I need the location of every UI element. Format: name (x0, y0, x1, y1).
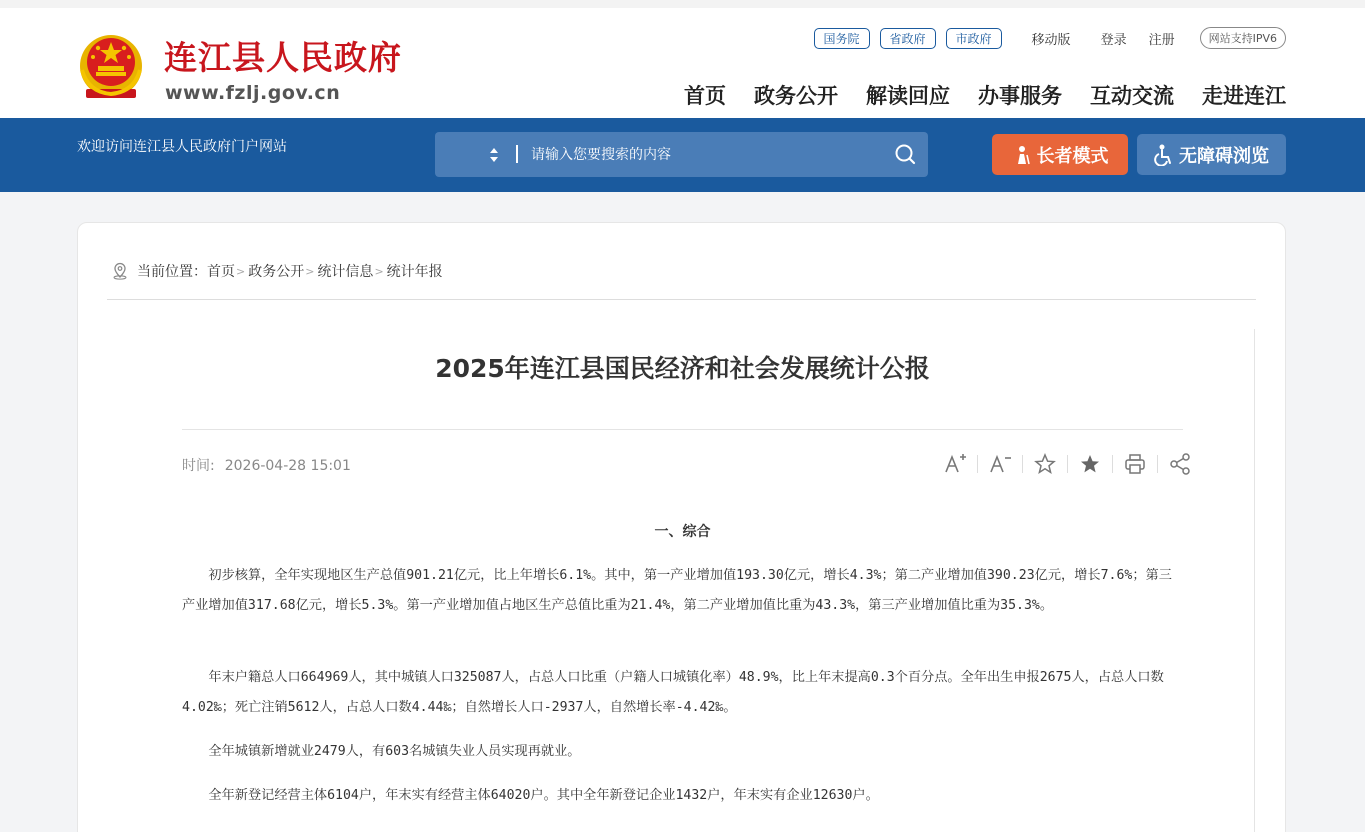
location-icon (111, 262, 129, 280)
nav-services[interactable]: 办事服务 (978, 84, 1062, 108)
favorite-icon[interactable] (1033, 452, 1057, 476)
search-icon[interactable] (894, 143, 916, 165)
site-header (0, 0, 1365, 118)
accessibility-button[interactable] (1137, 134, 1286, 175)
breadcrumb-gov-affairs[interactable]: 政务公开 (248, 264, 305, 280)
register-link[interactable]: 注册 (1148, 32, 1175, 48)
article-title: 2025年连江县国民经济和社会发展统计公报 (435, 354, 930, 383)
toolbar-divider (977, 455, 978, 473)
nav-interaction[interactable]: 互动交流 (1090, 84, 1174, 108)
dropdown-icon[interactable] (487, 146, 501, 164)
publish-time-value: 2026-04-28 15:01 (224, 458, 351, 474)
elder-mode-label: 长者模式 (1036, 145, 1109, 167)
ipv6-badge: 网站支持IPV6 (1200, 27, 1286, 49)
breadcrumb-divider (107, 299, 1256, 300)
top-links (804, 26, 1287, 50)
article-card (77, 222, 1286, 832)
search-box (435, 132, 928, 177)
article-paragraph: 全年新登记经营主体6104户，年末实有经营主体64020户。其中全年新登记企业1432户，年末实有企业12630户。 (208, 788, 879, 803)
breadcrumb-annual-report[interactable]: 统计年报 (386, 264, 443, 280)
breadcrumb-separator: > (305, 264, 315, 278)
search-bar-section (0, 118, 1365, 192)
font-increase-icon[interactable] (943, 452, 967, 476)
article-toolbar (933, 452, 1202, 476)
nav-government-affairs[interactable]: 政务公开 (754, 84, 838, 108)
favorited-icon[interactable] (1078, 452, 1102, 476)
link-city-gov[interactable]: 市政府 (946, 28, 1002, 49)
toolbar-divider (1157, 455, 1158, 473)
toolbar-divider (1022, 455, 1023, 473)
link-provincial-gov[interactable]: 省政府 (880, 28, 936, 49)
print-icon[interactable] (1123, 452, 1147, 476)
section-heading: 一、综合 (654, 524, 711, 540)
article-paragraph: 全年城镇新增就业2479人，有603名城镇失业人员实现再就业。 (208, 744, 581, 759)
article-paragraph: 初步核算，全年实现地区生产总值901.21亿元，比上年增长6.1%。其中，第一产业增加值193.30亿元，增长4.3%；第二产业增加值390.23亿元，增长7.6%；第三产业增加值317.68亿元，增长5.3%。第一产业增加值占地区生产总值比重为21.4%，第二产业增加值比重为43.3%，第三产业增加值比重为35.3%。 (182, 568, 1172, 613)
accessibility-label: 无障碍浏览 (1179, 145, 1269, 167)
login-link[interactable]: 登录 (1100, 32, 1127, 48)
toolbar-divider (1112, 455, 1113, 473)
breadcrumb-separator: > (374, 264, 384, 278)
site-title[interactable]: 连江县人民政府 (164, 38, 402, 77)
nav-home[interactable]: 首页 (684, 84, 726, 108)
search-input[interactable] (531, 140, 871, 169)
publish-time (182, 455, 351, 475)
nav-about-lianjiang[interactable]: 走进连江 (1202, 84, 1286, 108)
share-icon[interactable] (1168, 452, 1192, 476)
font-decrease-icon[interactable] (988, 452, 1012, 476)
toolbar-divider (1067, 455, 1068, 473)
breadcrumb-home[interactable]: 首页 (207, 264, 235, 280)
publish-time-label: 时间: (182, 458, 215, 474)
main-nav (656, 80, 1286, 110)
elder-mode-button[interactable] (992, 134, 1128, 175)
search-separator (516, 145, 518, 163)
wheelchair-icon (1154, 144, 1174, 166)
mobile-version-link[interactable]: 移动版 (1031, 32, 1071, 48)
breadcrumb (111, 261, 443, 281)
article-paragraph: 年末户籍总人口664969人，其中城镇人口325087人，占总人口比重（户籍人口城镇化率）48.9%，比上年末提高0.3个百分点。全年出生申报2675人，占总人口数 4.02‰；死亡注销5612人，占总人口数4.44‰；自然增长人口-2937人，自然增长率-4.42‰。 (182, 670, 1164, 715)
nav-interpretation[interactable]: 解读回应 (866, 84, 950, 108)
welcome-text: 欢迎访问连江县人民政府门户网站 (77, 139, 287, 155)
breadcrumb-statistics[interactable]: 统计信息 (317, 264, 374, 280)
site-url: www.fzlj.gov.cn (165, 82, 341, 104)
content-right-border (1254, 329, 1255, 832)
national-emblem-icon[interactable] (78, 26, 144, 100)
breadcrumb-label: 当前位置： (137, 264, 207, 280)
breadcrumb-separator: > (236, 264, 246, 278)
link-state-council[interactable]: 国务院 (814, 28, 870, 49)
elder-icon (1012, 145, 1032, 165)
title-divider (182, 429, 1183, 430)
